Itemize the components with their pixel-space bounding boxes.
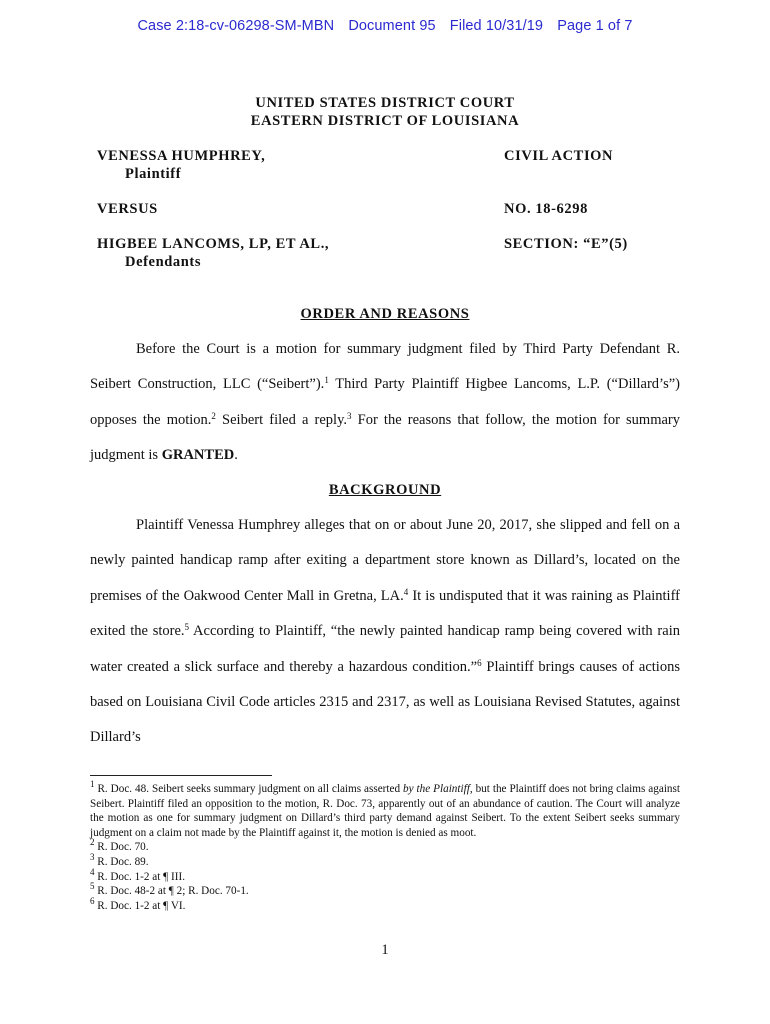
footnotes	[90, 779, 680, 913]
background-text-1: Plaintiff Venessa Humphrey alleges that on or about June 20, 2017, she slipped and fell on a newly painted handicap ramp after exiting a department store known as Dillard’s, located on the premises of the Oakwood Center Mall in Gretna, LA.	[90, 517, 680, 604]
caption-plaintiff	[97, 147, 265, 183]
background-paragraph	[90, 508, 680, 756]
footnote-1: $^1$ R. Doc. 48. Seibert seeks summary judgment on all claims asserted by the Plaintiff, but the Plaintiff does not bring claims against Seibert. Plaintiff filed an opposition to the motion, R. Doc. 73, apparently out of an abundance of caution. The Court will analyze the motion as one for summary judgment on Dillard’s third party demand against Seibert. To the extent Seibert seeks summary judgment on a claim not made by the Plaintiff against it, the motion is denied as moot.	[90, 779, 680, 839]
footnote-5: $^5$ R. Doc. 48-2 at ¶ 2; R. Doc. 70-1.	[90, 881, 249, 898]
section-label: SECTION: “E”(5)	[504, 236, 628, 252]
plaintiff-name: VENESSA HUMPHREY,	[97, 148, 266, 164]
plaintiff-role: Plaintiff	[125, 166, 182, 182]
intro-paragraph	[90, 332, 680, 474]
court-name: UNITED STATES DISTRICT COURT	[255, 95, 515, 111]
defendant-name: HIGBEE LANCOMS, LP, ET AL.,	[97, 236, 330, 252]
background-heading: BACKGROUND	[328, 482, 442, 498]
granted-text: GRANTED	[161, 447, 235, 464]
background-text-3: According to Plaintiff, “the newly painted handicap ramp being covered with rain water created a slick surface and thereby a hazardous condition.”	[90, 623, 680, 675]
footnote-4: $^4$ R. Doc. 1-2 at ¶ III.	[90, 866, 186, 883]
case-number: Case 2:18-cv-06298-SM-MBN	[137, 18, 335, 34]
court-title	[0, 94, 770, 130]
order-heading: ORDER AND REASONS	[300, 306, 470, 322]
footnote-ref-1: 1	[324, 375, 329, 386]
background-text-4: Plaintiff brings causes of actions based on Louisiana Civil Code articles 2315 and 2317, as well as Louisiana Revised Statutes, against Dillard’s	[90, 658, 680, 746]
caption-versus: VERSUS	[97, 201, 158, 217]
footnote-2: $^2$ R. Doc. 70.	[90, 837, 149, 854]
intro-end: .	[234, 447, 238, 464]
defendant-role: Defendants	[125, 254, 202, 270]
page-count: Page 1 of 7	[557, 18, 633, 34]
case-no-label: NO. 18-6298	[504, 201, 588, 217]
court-district: EASTERN DISTRICT OF LOUISIANA	[250, 113, 520, 129]
footnote-ref-5: 5	[184, 622, 190, 633]
footnote-ref-6: 6	[477, 657, 482, 668]
filed-date: Filed 10/31/19	[449, 18, 544, 34]
footnote-ref-4: 4	[403, 586, 409, 597]
footnote-ref-2: 2	[211, 410, 216, 421]
footnote-6: $^6$ R. Doc. 1-2 at ¶ VI.	[90, 895, 186, 912]
intro-text-2: Third Party Plaintiff Higbee Lancoms, L.P. (“Dillard’s”) opposes the motion.	[90, 376, 680, 428]
document-number: Document 95	[348, 18, 436, 34]
footnote-divider	[90, 775, 272, 776]
caption-defendant	[97, 235, 329, 271]
intro-text-1: Before the Court is a motion for summary judgment filed by Third Party Defendant R. Seibert Construction, LLC (“Seibert”).	[90, 341, 680, 393]
background-text-2: It is undisputed that it was raining as Plaintiff exited the store.	[90, 587, 680, 640]
page-number: 1	[381, 942, 389, 958]
intro-text-3: Seibert filed a reply.	[215, 411, 348, 428]
footnote-3: $^3$ R. Doc. 89.	[90, 851, 149, 868]
footnote-ref-3: 3	[347, 410, 352, 421]
filing-header-stamp	[0, 18, 770, 34]
civil-action-label: CIVIL ACTION	[504, 148, 614, 164]
intro-text-4: For the reasons that follow, the motion for summary judgment is	[90, 411, 680, 464]
